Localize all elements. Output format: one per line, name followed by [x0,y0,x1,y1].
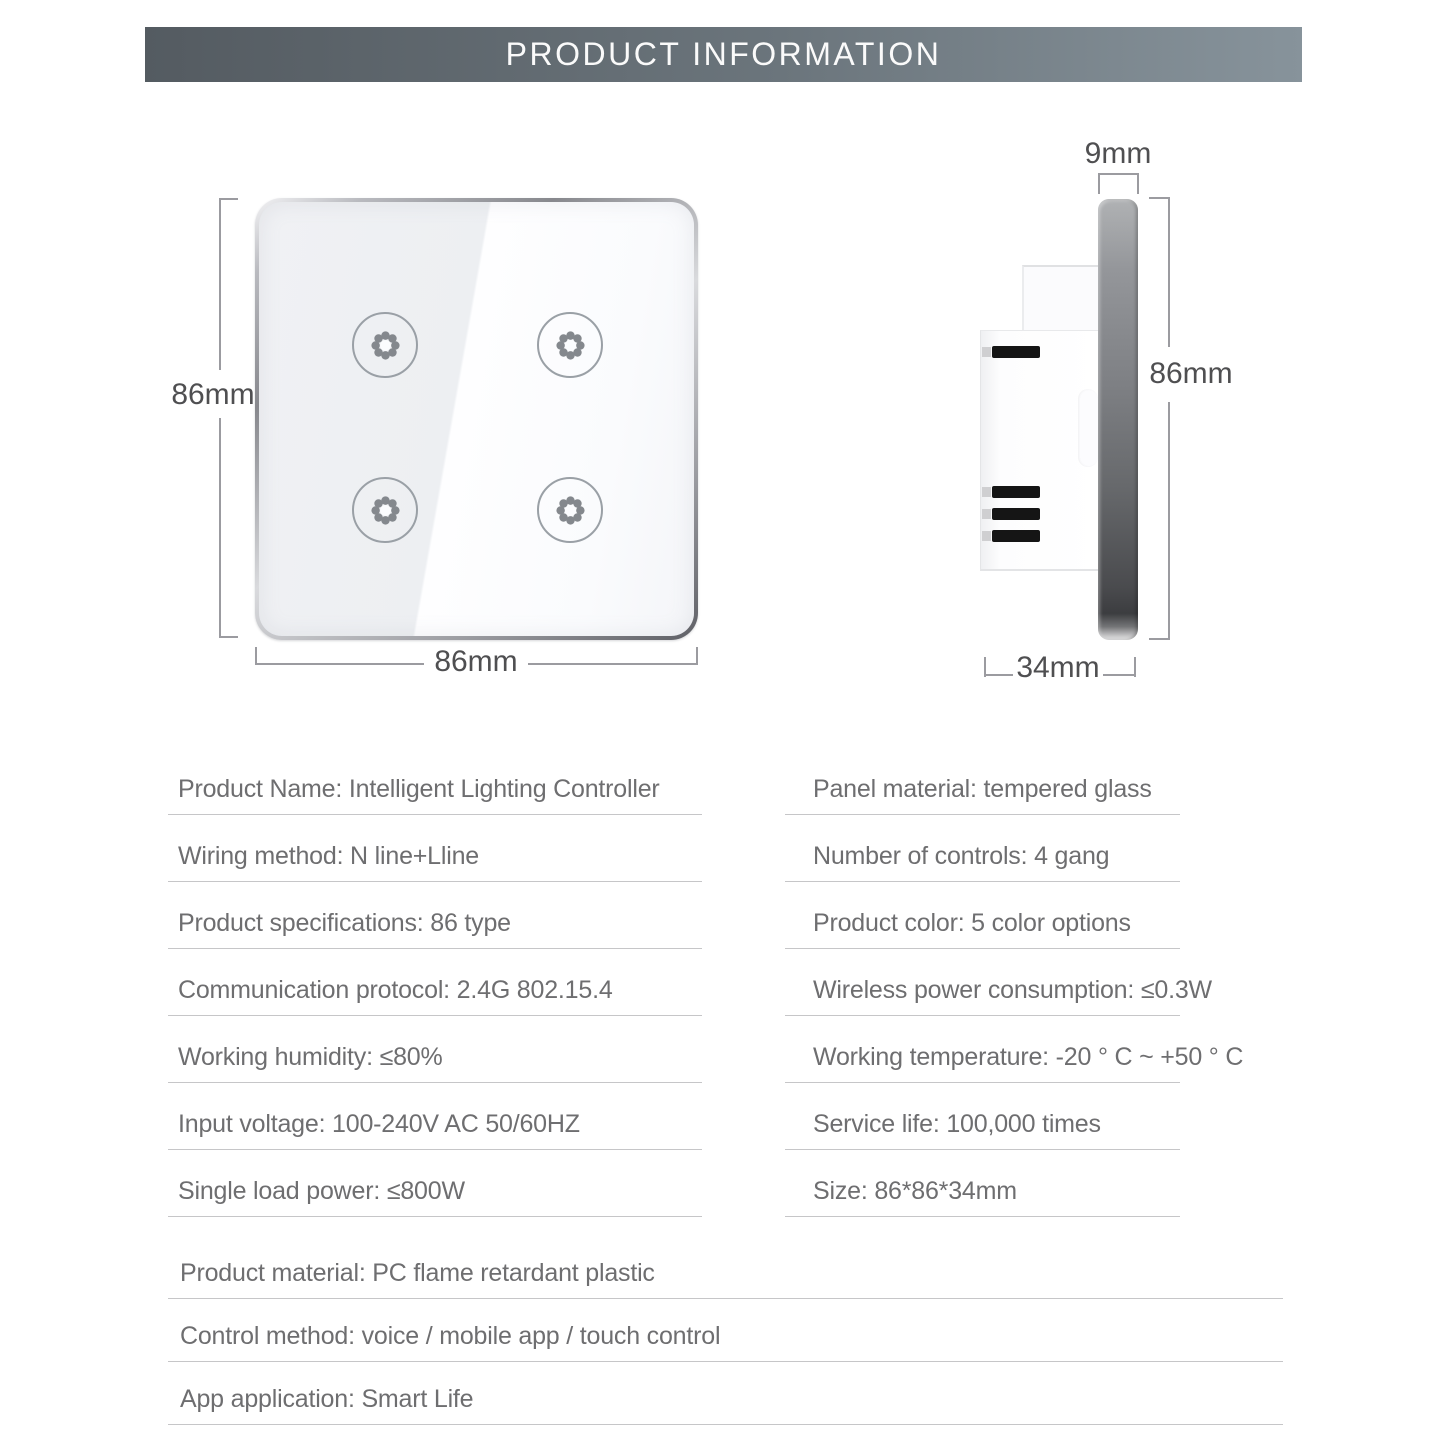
gear-icon [367,492,404,529]
spec-cell-right: Product color: 5 color options [785,882,1180,949]
spec-row-full: App application: Smart Life [168,1362,1283,1425]
side-thickness-dim-line [1098,173,1139,175]
spec-table [168,748,1283,1425]
spec-cell-right: Panel material: tempered glass [785,748,1180,815]
switch-face [259,202,694,636]
spec-cell-left: Wiring method: N line+Lline [168,815,702,882]
side-height-dim-line [1149,197,1170,199]
side-depth-dim-line [1103,674,1135,676]
front-width-label: 86mm [434,645,518,678]
spec-row [168,1016,1283,1083]
spec-cell-right: Working temperature: -20 ° C ~ +50 ° C [785,1016,1180,1083]
spec-cell-left: Communication protocol: 2.4G 802.15.4 [168,949,702,1016]
banner [145,27,1302,82]
switch-panel [255,198,698,640]
vent-nub [982,347,991,357]
side-height-label: 86mm [1149,357,1233,390]
front-height-dim-line [219,418,221,638]
gear-icon [367,327,404,364]
side-depth-dim-line [1134,657,1136,677]
spec-row [168,815,1283,882]
front-height-label: 86mm [171,378,255,411]
spec-gap [702,815,785,882]
touch-button [352,312,418,378]
side-thickness-dim-line [1098,173,1100,194]
spec-row [168,1150,1283,1217]
side-body-step [1022,265,1101,334]
spec-gap [702,882,785,949]
spec-row [168,882,1283,949]
touch-button [537,312,603,378]
touch-button [352,477,418,543]
side-height-dim-line [1168,197,1170,347]
vent-nub [982,487,991,497]
page-title: PRODUCT INFORMATION [505,36,942,72]
spec-row [168,1083,1283,1150]
front-width-dim-line [528,663,697,665]
spec-cell-left: Working humidity: ≤80% [168,1016,702,1083]
side-body-notch [1078,389,1098,467]
spec-row-full: Control method: voice / mobile app / touch control [168,1299,1283,1362]
vent-slot [992,530,1040,542]
spec-cell-right: Service life: 100,000 times [785,1083,1180,1150]
spec-gap [702,1016,785,1083]
vent-slot [992,346,1040,358]
front-height-dim-line [219,198,221,370]
gear-icon [552,492,589,529]
front-width-dim-line [256,663,424,665]
spec-cell-right: Wireless power consumption: ≤0.3W [785,949,1180,1016]
side-depth-label: 34mm [1016,651,1100,684]
spec-gap [702,1083,785,1150]
spec-cell-right: Size: 86*86*34mm [785,1150,1180,1217]
vent-slot [992,486,1040,498]
front-height-dim-line [219,198,238,200]
side-height-dim-line [1168,402,1170,640]
spec-cell-left: Single load power: ≤800W [168,1150,702,1217]
vent-nub [982,509,991,519]
gear-icon [552,327,589,364]
vent-slot [992,508,1040,520]
side-thickness-label: 9mm [1084,137,1152,170]
vent-nub [982,531,991,541]
spec-cell-left: Input voltage: 100-240V AC 50/60HZ [168,1083,702,1150]
spec-cell-left: Product Name: Intelligent Lighting Controller [168,748,702,815]
spec-cell-right: Number of controls: 4 gang [785,815,1180,882]
side-thickness-dim-line [1137,173,1139,194]
spec-row [168,949,1283,1016]
spec-cell-left: Product specifications: 86 type [168,882,702,949]
spec-row-full: Product material: PC flame retardant plastic [168,1217,1283,1299]
spec-gap [702,1150,785,1217]
glass-panel-edge [1098,199,1138,640]
spec-gap [702,949,785,1016]
side-height-dim-line [1149,638,1170,640]
front-height-dim-line [219,636,238,638]
spec-gap [702,748,785,815]
side-depth-dim-line [985,674,1013,676]
touch-button [537,477,603,543]
front-width-dim-line [696,647,698,665]
spec-row [168,748,1283,815]
